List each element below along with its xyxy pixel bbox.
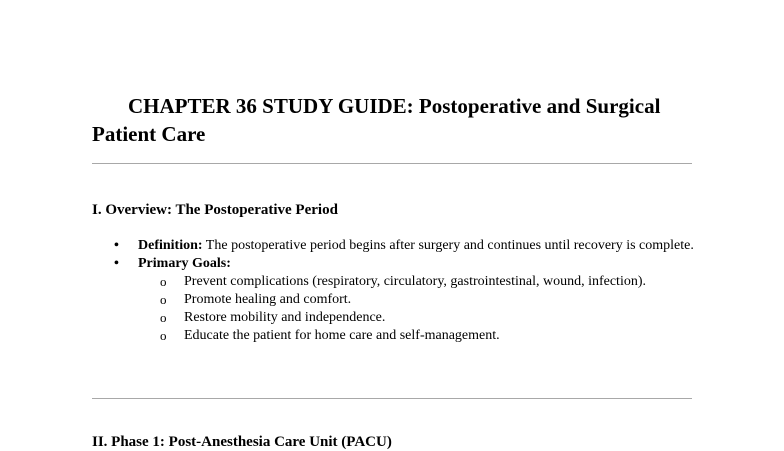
goal-text: Educate the patient for home care and self-management. <box>184 328 500 343</box>
goal-text: Restore mobility and independence. <box>184 310 386 325</box>
definition-text: The postoperative period begins after surgery and continues until recovery is complete. <box>202 238 694 253</box>
list-item <box>160 327 694 345</box>
bullet-icon: • <box>114 256 119 271</box>
goal-text: Promote healing and comfort. <box>184 292 352 307</box>
primary-goals-list <box>138 273 694 345</box>
primary-goals-term: Primary Goals: <box>138 256 231 271</box>
section-divider <box>92 398 692 399</box>
section-heading-pacu: II. Phase 1: Post-Anesthesia Care Unit (PACU) <box>92 434 392 450</box>
list-item <box>160 273 694 291</box>
overview-bullet-list <box>114 237 694 345</box>
circle-bullet-icon: o <box>160 328 167 343</box>
bullet-icon: • <box>114 238 119 253</box>
circle-bullet-icon: o <box>160 310 167 325</box>
list-item-definition <box>114 237 694 255</box>
page-title: CHAPTER 36 STUDY GUIDE: Postoperative and Surgical Patient Care <box>92 94 661 146</box>
section-divider <box>92 163 692 164</box>
definition-term: Definition: <box>138 238 203 253</box>
section-heading-overview: I. Overview: The Postoperative Period <box>92 202 338 218</box>
list-item <box>160 291 694 309</box>
list-item-primary-goals <box>114 255 694 345</box>
circle-bullet-icon: o <box>160 274 167 289</box>
goal-text: Prevent complications (respiratory, circulatory, gastrointestinal, wound, infection). <box>184 274 646 289</box>
circle-bullet-icon: o <box>160 292 167 307</box>
list-item <box>160 309 694 327</box>
